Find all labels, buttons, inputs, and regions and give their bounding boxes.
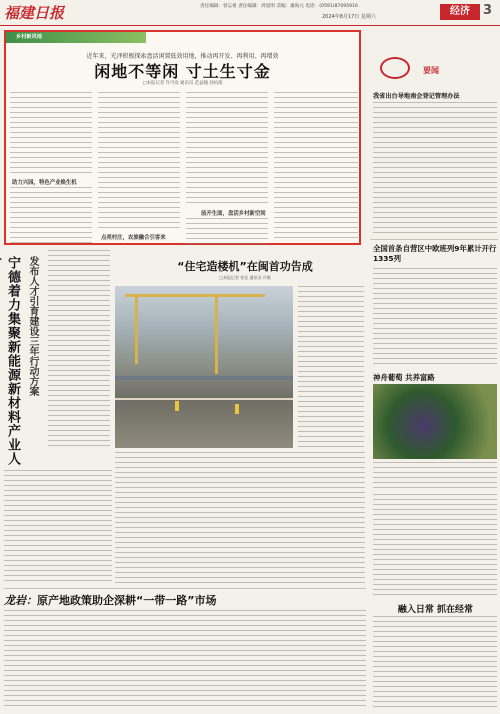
right-headline-2: 全国首条自营区中欧班列9年累计开行1335列: [373, 244, 497, 263]
column-label: 要闻: [423, 66, 439, 75]
house-article-title: “住宅造楼机”在闽首功告成: [177, 260, 313, 273]
left-body: [48, 250, 110, 450]
divider: [370, 239, 498, 240]
headline-text: 原产地政策助企深耕“一带一路”市场: [37, 594, 217, 607]
feature-kicker: 近年来，光泽积极探索盘活闲置低效用地，推动再开发、再利用、再增效: [86, 53, 279, 60]
newspaper-logo: 福建日报: [4, 4, 65, 22]
headline-place: 龙岩：: [4, 594, 37, 607]
right-body-2: [373, 268, 497, 368]
section-tag: 经济: [440, 4, 480, 20]
feature-body-col1b: [10, 187, 92, 243]
longyan-headline: [4, 592, 364, 608]
right-body-3: [373, 494, 497, 598]
column-emblem: [380, 57, 410, 79]
grape-photo: [373, 384, 497, 459]
feature-body-col2: [98, 92, 180, 230]
right-body-4: [373, 616, 497, 710]
right-body-1: [373, 102, 497, 236]
vertical-title: 宁德着力集聚新能源新材料产业人: [5, 256, 20, 466]
editor-info: 责任编辑：曾忘祖 责任编辑：周思明 美编：庸海元 电话：(0591)87095916: [200, 4, 358, 9]
house-body-1: [298, 286, 364, 448]
longyan-body: [4, 610, 366, 710]
feature-body-col3b: [186, 218, 268, 244]
house-article-byline: □本报记者 张佳 通讯员 许敏: [219, 275, 271, 280]
masthead: [0, 0, 500, 26]
feature-subhead-2: 点亮村庄，农旅融合引客来: [101, 235, 166, 241]
divider: [4, 588, 366, 589]
right-headline-4: 融入日常 抓在经常: [397, 605, 474, 615]
issue-date: 2024年8月17日 星期六: [322, 14, 376, 20]
feature-body-col4: [274, 92, 358, 242]
feature-subhead-3: 前开生面，盘活乡村新空间: [201, 211, 266, 217]
feature-subhead-1: 助力兴园，特色产业焕生机: [12, 180, 77, 186]
construction-photo: [115, 286, 293, 448]
page-number: 3: [483, 3, 493, 18]
feature-byline: □本报记者 许可欢 通讯员 范益翰 孙杭琛: [142, 81, 223, 86]
feature-title: 闲地不等闲 寸土生寸金: [94, 62, 271, 81]
photo-caption: [373, 462, 497, 488]
right-headline-3: 神舟葡萄 共养富路: [373, 373, 435, 382]
house-body-2: [115, 452, 365, 584]
right-headline-1: 我省出台导地南会登记管理办法: [373, 93, 460, 100]
left-body-lower: [4, 470, 112, 582]
vertical-headline: [2, 256, 42, 466]
feature-body-col3: [186, 92, 268, 204]
feature-body-col1: [10, 92, 92, 176]
feature-column-band: 乡村新风地: [6, 32, 146, 43]
vertical-subtitle: 发布人才引育建设三年行动方案: [27, 256, 38, 396]
feature-article: [4, 30, 361, 245]
